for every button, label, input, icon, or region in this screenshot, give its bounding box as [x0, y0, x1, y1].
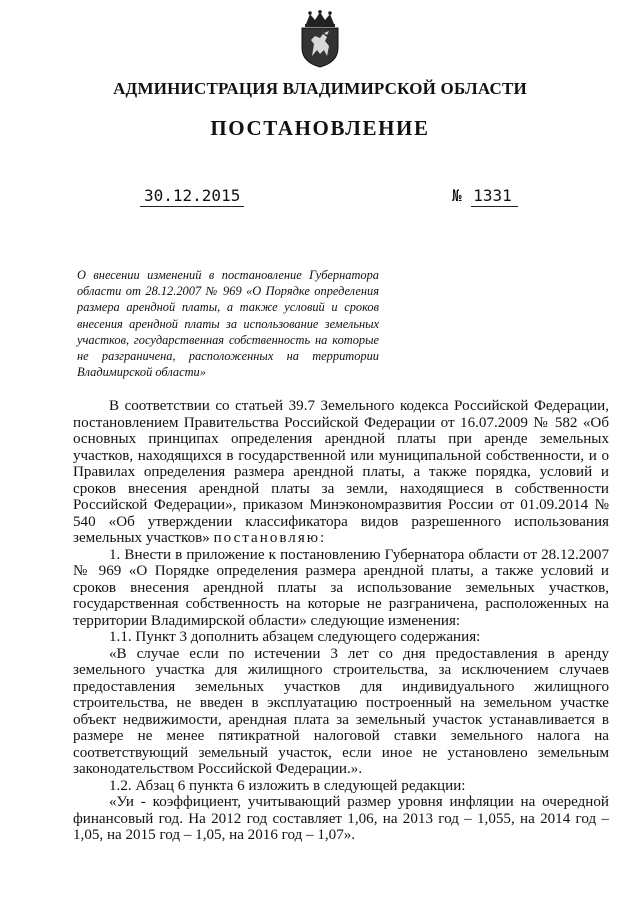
coat-of-arms-icon — [296, 10, 344, 68]
number-sign: № — [452, 186, 462, 205]
item-1-1-quote: «В случае если по истечении 3 лет со дня предоставления в аренду земельного участка для жилищного строительства, за исключением случаев предоставления земельных участков для индивидуального жилищного строительства, не введен в эксплуатацию построенный на земельном участке объект недвижимости, арендная плата за земельный участок устанавливается в размере не менее пятикратной налоговой ставки земельного налога на соответствующий земельный участок, если иное не установлено земельным законодательством Российской Федерации.». — [73, 645, 609, 777]
preamble-text: В соответствии со статьей 39.7 Земельного кодекса Российской Федерации, постановлением Правительства Российской Федерации от 16.07.2009 № 582 «Об основных принципах определения арендной платы при аренде земельных участков, находящихся в государственной или муниципальной собственности, и о Правилах определения размера арендной платы, а также порядка, условий и сроков внесения арендной платы за земли, находящиеся в собственности Российской Федерации», приказом Минэкономразвития России от 01.09.2014 № 540 «Об утверждении классификатора видов разрешенного использования земельных участков» — [73, 398, 609, 546]
document-type: ПОСТАНОВЛЕНИЕ — [210, 116, 430, 140]
preamble-paragraph — [73, 398, 609, 547]
number-value: 1331 — [471, 186, 518, 207]
decree-word: постановляю: — [213, 530, 327, 546]
item-1-2: 1.2. Абзац 6 пункта 6 изложить в следующей редакции: — [109, 777, 466, 794]
item-1-2-quote: «Уи - коэффициент, учитывающий размер уровня инфляции на очередной финансовый год. На 2012 год составляет 1,06, на 2013 год – 1,055, на 2014 год – 1,05, на 2015 год – 1,05, на 2016 год – 1,07». — [73, 794, 609, 843]
document-subject: О внесении изменений в постановление Губернатора области от 28.12.2007 № 969 «О Порядке определения размера арендной платы, а также условий и сроков внесения арендной платы за использование земельных участков, государственная собственность на которые не разграничена, расположенных на территории Владимирской области» — [77, 268, 379, 380]
organization-name: АДМИНИСТРАЦИЯ ВЛАДИМИРСКОЙ ОБЛАСТИ — [113, 79, 527, 98]
item-1-1: 1.1. Пункт 3 дополнить абзацем следующего содержания: — [109, 629, 481, 645]
item-1: 1. Внести в приложение к постановлению Губернатора области от 28.12.2007 № 969 «О Порядке определения размера арендной платы, а также условий и сроков внесения арендной платы за использование земельных участков, государственная собственность на которые не разграничена, расположенных на территории Владимирской области» следующие изменения: — [73, 546, 609, 629]
document-number — [452, 186, 518, 205]
document-body — [73, 398, 609, 844]
document-date: 30.12.2015 — [140, 186, 244, 207]
